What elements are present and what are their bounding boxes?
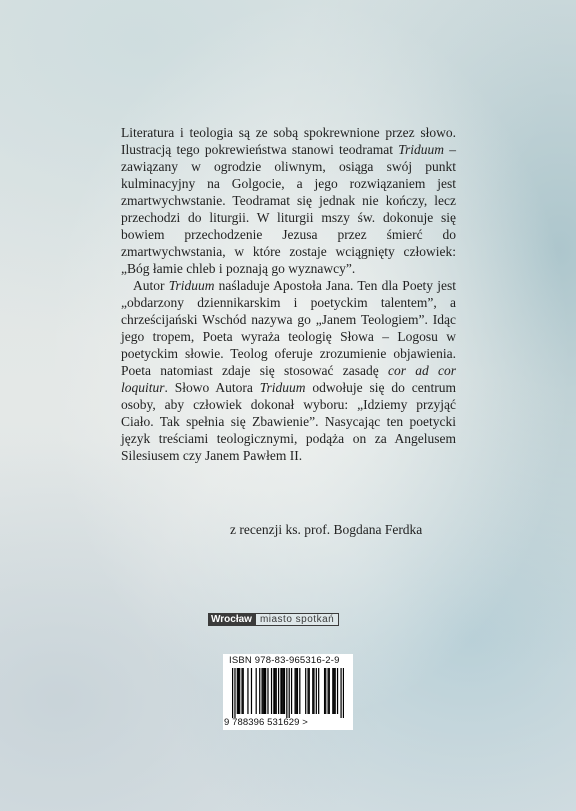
barcode-bar [271,668,272,714]
logo-slogan: miasto spotkań [256,613,339,626]
isbn-barcode [223,654,353,730]
barcode-bar [325,668,326,714]
barcode-bar [265,668,266,714]
barcode-bar [283,668,284,714]
barcode-bar [343,668,344,718]
barcode-bar [239,668,240,714]
barcode-bar [284,668,285,714]
barcode-bar [337,668,338,714]
barcode-bar [329,668,330,714]
italic-title-run: Triduum [259,380,306,395]
blurb-text [121,124,456,464]
wroclaw-logo [208,613,339,626]
review-attribution: z recenzji ks. prof. Bogdana Ferdka [230,522,423,537]
barcode-bar [232,668,233,718]
barcode-bar [291,668,292,714]
barcode-bar [263,668,264,714]
barcode-bar [335,668,336,714]
logo-city: Wrocław [208,613,256,626]
barcode-bar [273,668,274,714]
blurb-paragraph-1 [121,124,456,277]
barcode-bar [309,668,310,714]
barcode-bar [278,668,279,714]
barcode-bar [307,668,308,714]
barcode-bar [264,668,265,714]
barcode-bar [296,668,297,714]
barcode-bar [259,668,260,714]
blurb-paragraph-2 [121,277,456,464]
barcode-bars [232,668,344,718]
barcode-bar [313,668,314,714]
barcode-bar [237,668,238,714]
text-run: Literatura i teologia są ze sobą spokrewnione przez słowo. Ilustracją tego pokrewieństwa stanowi teodramat [121,125,456,157]
barcode-bar [234,668,235,718]
barcode-bar [274,668,275,714]
barcode-bar [299,668,300,714]
barcode-bar [297,668,298,714]
barcode-bar [312,668,313,714]
barcode-digits: 9 788396 531629 > [224,717,308,728]
barcode-bar [340,668,341,718]
barcode-bar [286,668,287,718]
barcode-bar [247,668,248,714]
text-run: Autor [133,278,169,293]
barcode-bar [318,668,319,714]
text-run: – zawiązany w ogrodzie oliwnym, osiąga swój punkt kulminacyjny na Golgocie, a jego rozwiązaniem jest zmartwychwstanie. Teodramat się jednak nie kończy, lecz przechodzi do liturgii. W liturgii mszy św. dokonuje się bowiem przechodzenie Jezusa przez śmierć do zmartwychwstania, w które zostaje wciągnięty człowiek: „Bóg łamie chleb i poznają go wyznawcy”. [121,142,456,276]
barcode-bar [333,668,334,714]
barcode-bar [276,668,277,714]
italic-title-run: cor ad cor loquitur [121,363,456,395]
barcode-bar [327,668,328,714]
barcode-bar [267,668,268,714]
barcode-bar [251,668,252,714]
barcode-bar [256,668,257,714]
text-run: naśladuje Apostoła Jana. Ten dla Poety jest „obdarzony dziennikarskim i poetyckim talentem”, a chrześcijański Wschód nazywa go „Janem Teologiem”. Idąc jego tropem, Poeta wyraża teologię Słowa – Logosu w poetyckim słowie. Teolog oferuje zrozumienie objawienia. Poeta natomiast zdaje się stosować zasadę [121,278,457,378]
italic-title-run: Triduum [168,278,215,293]
text-run: . Słowo Autora [164,380,260,395]
barcode-bar [289,668,290,718]
barcode-bar [241,668,242,714]
isbn-label: ISBN 978-83-965316-2-9 [229,655,340,666]
barcode-bar [332,668,333,714]
barcode-bar [316,668,317,714]
text-run: odwołuje się do centrum osoby, aby człowiek dokonał wyboru: „Idziemy przyjąć Ciało. Tak spełnia się Zbawienie”. Nasycając ten poetycki język treściami teologicznymi, podąża on za Angelusem Silesiusem czy Janem Pawłem II. [121,380,456,463]
barcode-bar [305,668,306,714]
barcode-bar [280,668,281,714]
barcode-bar [261,668,262,714]
barcode-bar [243,668,244,714]
barcode-bar [294,668,295,714]
italic-title-run: Triduum [398,142,445,157]
barcode-bar [282,668,283,714]
barcode-bar [238,668,239,714]
barcode-bar [324,668,325,714]
